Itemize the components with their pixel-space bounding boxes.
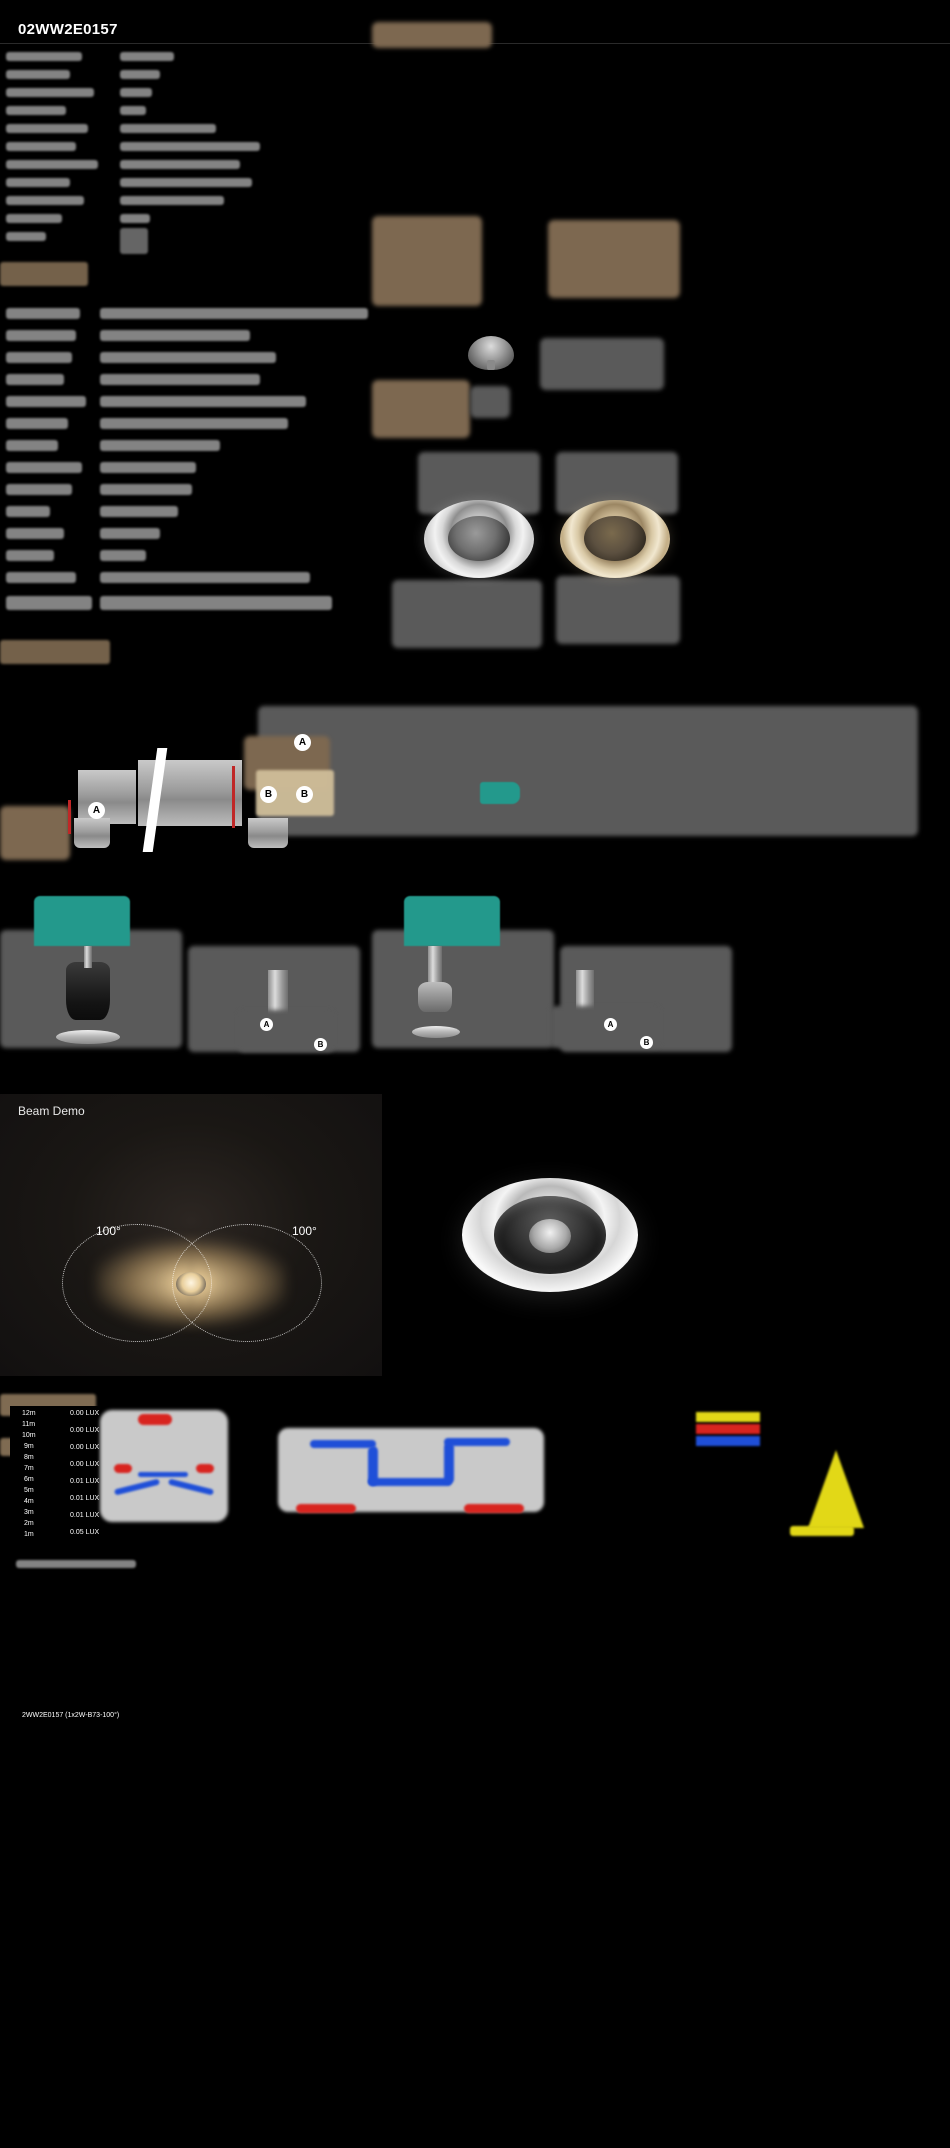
- beam-demo-panel: [0, 1094, 382, 1376]
- product-render-silver: [424, 500, 534, 578]
- axis-tick-9m: 9m: [24, 1443, 34, 1450]
- axis-tick-8m: 8m: [24, 1454, 34, 1461]
- install-callout-a1: A: [260, 1018, 273, 1031]
- lux-label-1: 0.00 LUX: [70, 1427, 100, 1434]
- photometric-footer-code: 2WW2E0157 (1x2W-B73-100°): [22, 1712, 120, 1719]
- footer-bar: [0, 2132, 950, 2148]
- product-render-gold: [560, 500, 670, 578]
- beam-source: [176, 1272, 206, 1296]
- legend-swatch-yellow: [696, 1412, 760, 1422]
- axis-tick-11m: 11m: [22, 1421, 36, 1428]
- callout-a1: A: [294, 734, 311, 751]
- photometric-section: [0, 1394, 950, 2148]
- drawing-body-left: [78, 770, 136, 824]
- axis-tick-12m: 12m: [22, 1410, 36, 1417]
- photometric-chart-left: [10, 1406, 262, 1536]
- install-callout-a2: A: [604, 1018, 617, 1031]
- beam-cone-diagram: [808, 1450, 864, 1528]
- legend-swatch-red: [696, 1424, 760, 1434]
- beam-angle-left: 100°: [96, 1224, 121, 1238]
- lux-label-4: 0.01 LUX: [70, 1478, 100, 1485]
- product-hero-render: [462, 1178, 638, 1292]
- fixture-body-black: [66, 962, 110, 1020]
- callout-b2: B: [296, 786, 313, 803]
- axis-tick-6m: 6m: [24, 1476, 34, 1483]
- axis-tick-10m: 10m: [22, 1432, 36, 1439]
- axis-tick-5m: 5m: [24, 1487, 34, 1494]
- photometric-chart-middle: [268, 1408, 556, 1536]
- install-callout-b2: B: [640, 1036, 653, 1049]
- install-callout-b1: B: [314, 1038, 327, 1051]
- axis-tick-4m: 4m: [24, 1498, 34, 1505]
- axis-tick-3m: 3m: [24, 1509, 34, 1516]
- beam-angle-right: 100°: [292, 1224, 317, 1238]
- callout-a2: A: [88, 802, 105, 819]
- lux-label-2: 0.00 LUX: [70, 1444, 100, 1451]
- lux-label-3: 0.00 LUX: [70, 1461, 100, 1468]
- legend-swatch-blue: [696, 1436, 760, 1446]
- accessory-icon: [480, 782, 520, 804]
- product-hero-core: [529, 1219, 571, 1253]
- lux-label-0: 0.00 LUX: [70, 1410, 100, 1417]
- axis-tick-7m: 7m: [24, 1465, 34, 1472]
- product-thumbnail-small: [468, 336, 514, 370]
- axis-tick-2m: 2m: [24, 1520, 34, 1527]
- lux-label-6: 0.01 LUX: [70, 1512, 100, 1519]
- lux-label-5: 0.01 LUX: [70, 1495, 100, 1502]
- lux-label-7: 0.05 LUX: [70, 1529, 100, 1536]
- axis-tick-1m: 1m: [24, 1531, 34, 1538]
- beam-demo-title: Beam Demo: [18, 1104, 85, 1118]
- callout-b1: B: [260, 786, 277, 803]
- page-title: 02WW2E0157: [18, 21, 118, 38]
